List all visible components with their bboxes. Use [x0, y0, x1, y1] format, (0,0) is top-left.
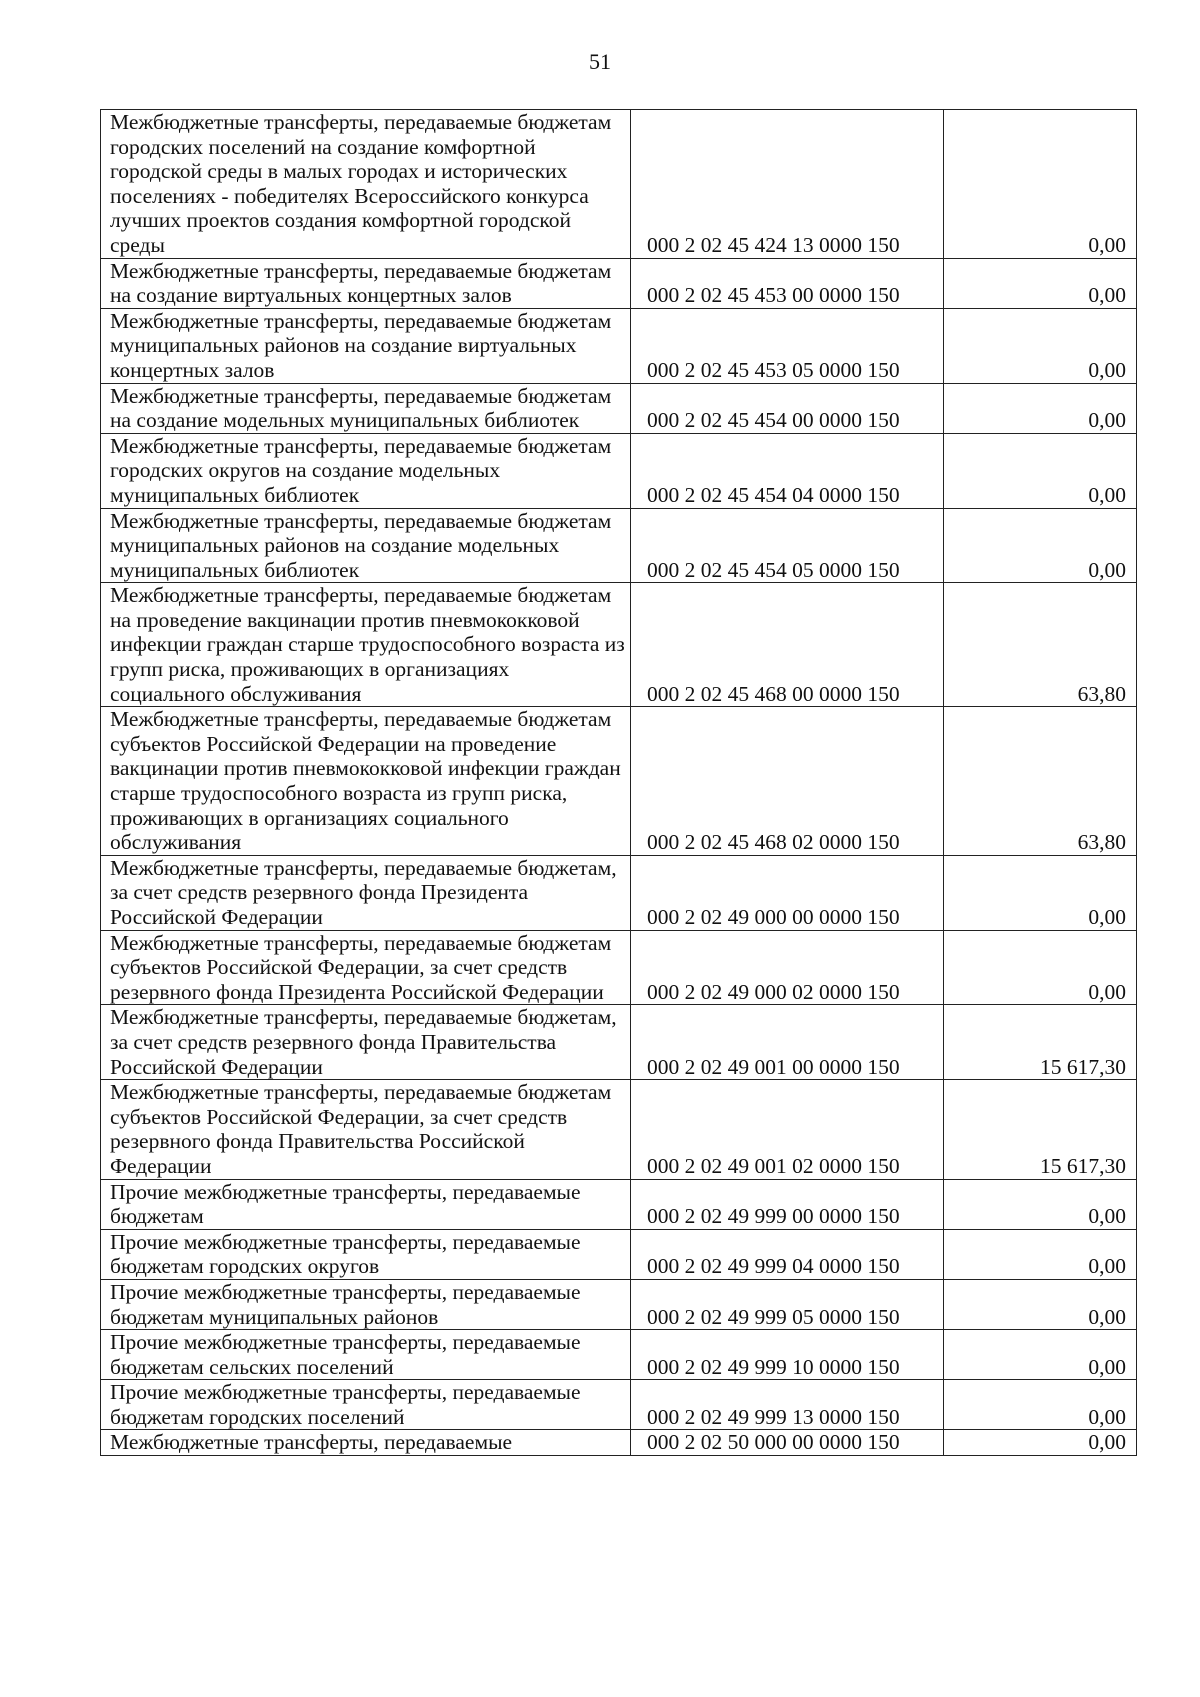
- table-row: [101, 1179, 1137, 1229]
- row-name-cell: Межбюджетные трансферты, передаваемые бюджетам на проведение вакцинации против пневмококковой инфекции граждан старше трудоспособного возраста из групп риска, проживающих в организациях социального обслуживания: [101, 583, 631, 707]
- table-row: [101, 930, 1137, 1005]
- row-amount-cell: 0,00: [944, 508, 1137, 583]
- row-amount-cell: 63,80: [944, 707, 1137, 856]
- row-code-cell: 000 2 02 49 000 00 0000 150: [631, 855, 944, 930]
- row-code-cell: 000 2 02 50 000 00 0000 150: [631, 1430, 944, 1456]
- row-name-cell: Межбюджетные трансферты, передаваемые бюджетам, за счет средств резервного фонда Правительства Российской Федерации: [101, 1005, 631, 1080]
- row-name-cell: Прочие межбюджетные трансферты, передаваемые бюджетам сельских поселений: [101, 1330, 631, 1380]
- table-row: [101, 433, 1137, 508]
- table-row: [101, 1080, 1137, 1179]
- row-code-cell: 000 2 02 49 001 00 0000 150: [631, 1005, 944, 1080]
- row-name-cell: Межбюджетные трансферты, передаваемые бюджетам субъектов Российской Федерации на проведение вакцинации против пневмококковой инфекции граждан старше трудоспособного возраста из групп риска, проживающих в организациях социального обслуживания: [101, 707, 631, 856]
- row-name-cell: Межбюджетные трансферты, передаваемые бюджетам муниципальных районов на создание модельных муниципальных библиотек: [101, 508, 631, 583]
- row-name-cell: Межбюджетные трансферты, передаваемые бюджетам на создание модельных муниципальных библиотек: [101, 383, 631, 433]
- row-code-cell: 000 2 02 45 454 04 0000 150: [631, 433, 944, 508]
- table-row: [101, 1279, 1137, 1329]
- row-code-cell: 000 2 02 49 001 02 0000 150: [631, 1080, 944, 1179]
- row-code-cell: 000 2 02 45 454 05 0000 150: [631, 508, 944, 583]
- row-code-cell: 000 2 02 45 424 13 0000 150: [631, 110, 944, 259]
- row-code-cell: 000 2 02 45 453 05 0000 150: [631, 308, 944, 383]
- row-amount-cell: 63,80: [944, 583, 1137, 707]
- row-amount-cell: 0,00: [944, 1430, 1137, 1456]
- row-name-cell: Межбюджетные трансферты, передаваемые бюджетам городских поселений на создание комфортной городской среды в малых городах и исторических поселениях - победителях Всероссийского конкурса лучших проектов создания комфортной городской среды: [101, 110, 631, 259]
- table-row: [101, 855, 1137, 930]
- table-row: [101, 707, 1137, 856]
- budget-table: [100, 109, 1137, 1456]
- row-name-cell: Межбюджетные трансферты, передаваемые бюджетам, за счет средств резервного фонда Президента Российской Федерации: [101, 855, 631, 930]
- row-code-cell: 000 2 02 49 999 10 0000 150: [631, 1330, 944, 1380]
- row-amount-cell: 0,00: [944, 383, 1137, 433]
- row-code-cell: 000 2 02 49 999 04 0000 150: [631, 1229, 944, 1279]
- table-body: [101, 110, 1137, 1456]
- row-code-cell: 000 2 02 49 999 05 0000 150: [631, 1279, 944, 1329]
- row-code-cell: 000 2 02 45 454 00 0000 150: [631, 383, 944, 433]
- row-amount-cell: 15 617,30: [944, 1005, 1137, 1080]
- row-amount-cell: 0,00: [944, 258, 1137, 308]
- row-code-cell: 000 2 02 49 000 02 0000 150: [631, 930, 944, 1005]
- table-row: [101, 110, 1137, 259]
- table-row: [101, 1330, 1137, 1380]
- row-name-cell: Межбюджетные трансферты, передаваемые бюджетам субъектов Российской Федерации, за счет средств резервного фонда Президента Российской Федерации: [101, 930, 631, 1005]
- row-amount-cell: 0,00: [944, 1279, 1137, 1329]
- row-amount-cell: 0,00: [944, 930, 1137, 1005]
- table-row: [101, 508, 1137, 583]
- row-amount-cell: 0,00: [944, 1229, 1137, 1279]
- table-row: [101, 1430, 1137, 1456]
- row-name-cell: Прочие межбюджетные трансферты, передаваемые бюджетам городских округов: [101, 1229, 631, 1279]
- row-name-cell: Межбюджетные трансферты, передаваемые: [101, 1430, 631, 1456]
- table-row: [101, 383, 1137, 433]
- row-amount-cell: 15 617,30: [944, 1080, 1137, 1179]
- row-name-cell: Прочие межбюджетные трансферты, передаваемые бюджетам муниципальных районов: [101, 1279, 631, 1329]
- row-code-cell: 000 2 02 49 999 13 0000 150: [631, 1380, 944, 1430]
- table-row: [101, 308, 1137, 383]
- row-code-cell: 000 2 02 45 468 02 0000 150: [631, 707, 944, 856]
- row-name-cell: Межбюджетные трансферты, передаваемые бюджетам субъектов Российской Федерации, за счет средств резервного фонда Правительства Российской Федерации: [101, 1080, 631, 1179]
- page-number: 51: [589, 49, 611, 74]
- row-name-cell: Межбюджетные трансферты, передаваемые бюджетам муниципальных районов на создание виртуальных концертных залов: [101, 308, 631, 383]
- row-amount-cell: 0,00: [944, 433, 1137, 508]
- table-row: [101, 258, 1137, 308]
- row-code-cell: 000 2 02 45 468 00 0000 150: [631, 583, 944, 707]
- row-amount-cell: 0,00: [944, 308, 1137, 383]
- row-code-cell: 000 2 02 45 453 00 0000 150: [631, 258, 944, 308]
- row-name-cell: Межбюджетные трансферты, передаваемые бюджетам городских округов на создание модельных муниципальных библиотек: [101, 433, 631, 508]
- row-name-cell: Межбюджетные трансферты, передаваемые бюджетам на создание виртуальных концертных залов: [101, 258, 631, 308]
- row-name-cell: Прочие межбюджетные трансферты, передаваемые бюджетам городских поселений: [101, 1380, 631, 1430]
- table-row: [101, 1005, 1137, 1080]
- table-row: [101, 1229, 1137, 1279]
- table-row: [101, 1380, 1137, 1430]
- row-amount-cell: 0,00: [944, 1179, 1137, 1229]
- row-amount-cell: 0,00: [944, 855, 1137, 930]
- table-row: [101, 583, 1137, 707]
- row-amount-cell: 0,00: [944, 110, 1137, 259]
- row-name-cell: Прочие межбюджетные трансферты, передаваемые бюджетам: [101, 1179, 631, 1229]
- row-amount-cell: 0,00: [944, 1380, 1137, 1430]
- row-code-cell: 000 2 02 49 999 00 0000 150: [631, 1179, 944, 1229]
- row-amount-cell: 0,00: [944, 1330, 1137, 1380]
